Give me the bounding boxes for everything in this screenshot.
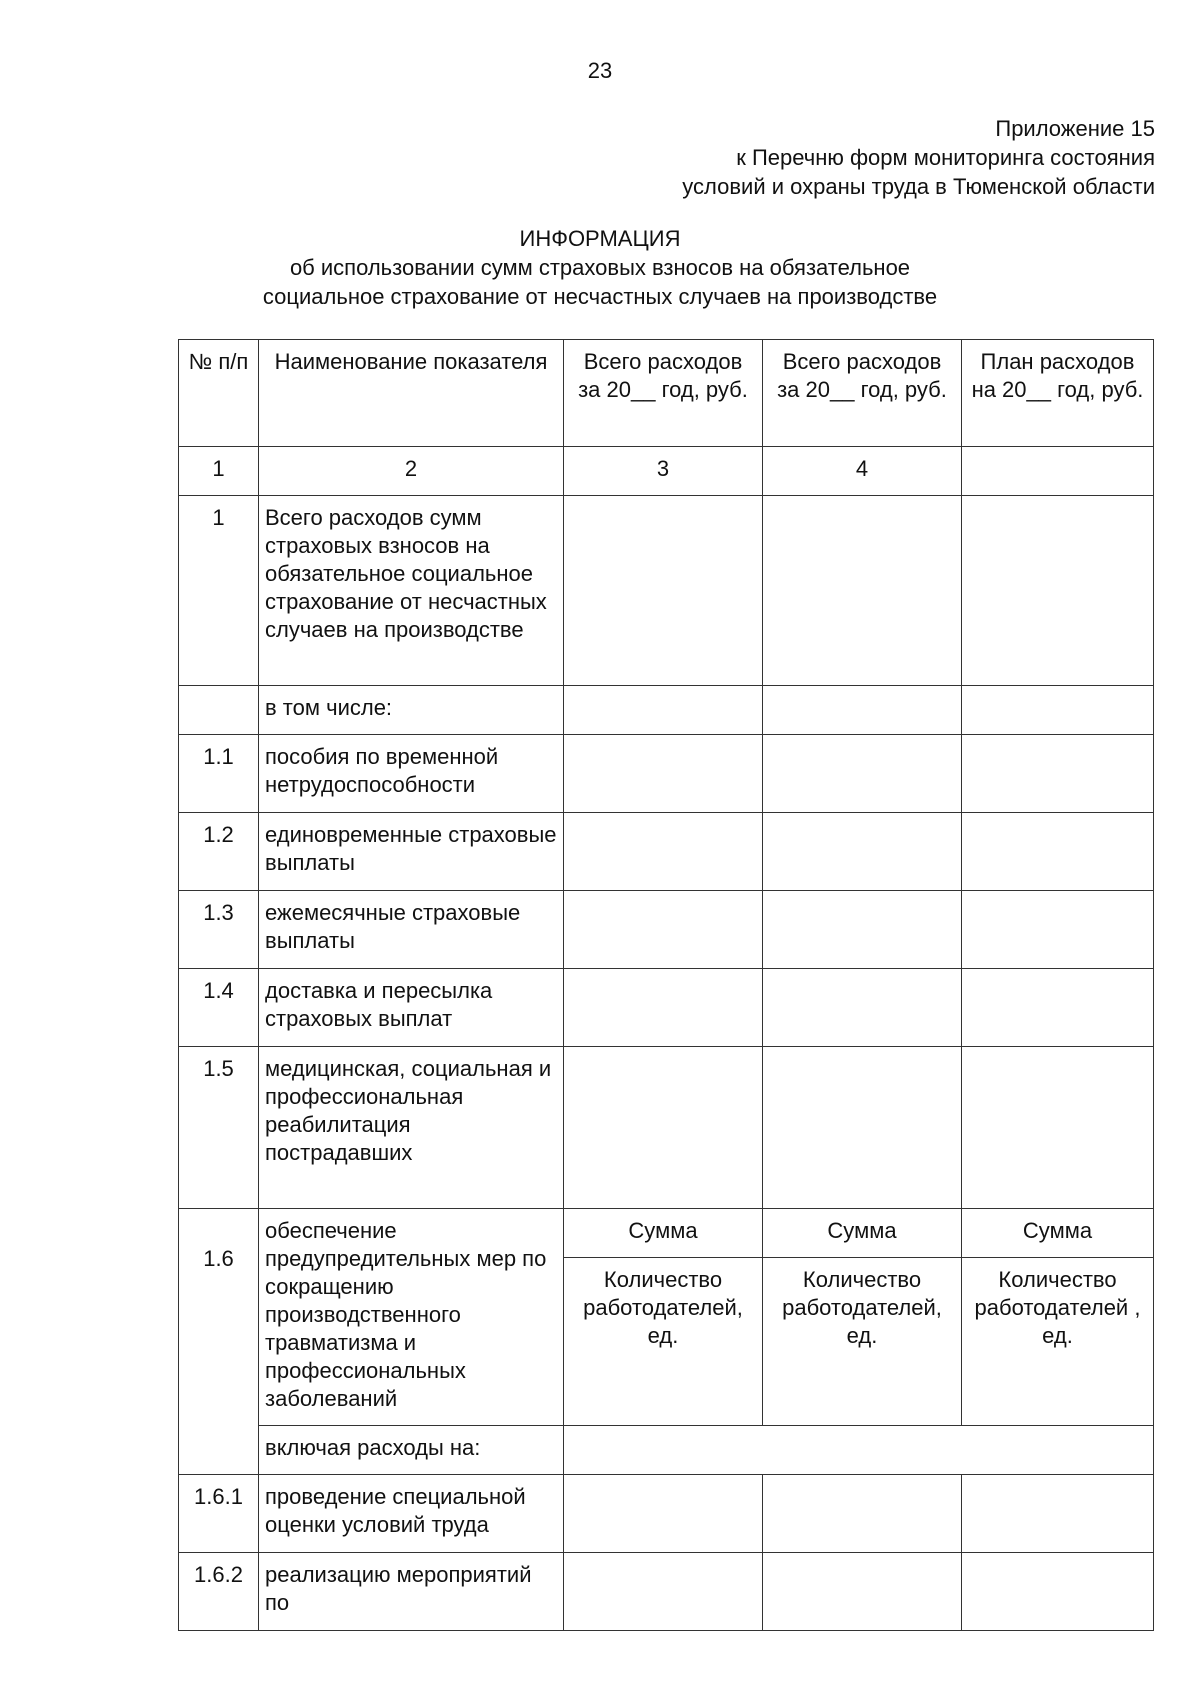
column-number: 1 [179, 447, 259, 496]
value-cell[interactable] [763, 1475, 962, 1553]
appendix-line-2: к Перечню форм мониторинга состояния [736, 145, 1155, 170]
value-cell[interactable] [564, 1553, 763, 1631]
column-number-row [179, 447, 1154, 496]
value-cell[interactable] [763, 735, 962, 813]
row-label: включая расходы на: [259, 1426, 564, 1475]
value-cell[interactable] [564, 1047, 763, 1209]
appendix-line-1: Приложение 15 [995, 116, 1155, 141]
value-cell[interactable] [564, 969, 763, 1047]
table-row [179, 735, 1154, 813]
row-label: единовременные страховые выплаты [259, 813, 564, 891]
table-row [179, 1047, 1154, 1209]
report-table [178, 339, 1154, 1631]
column-number: 3 [564, 447, 763, 496]
value-cell[interactable] [564, 813, 763, 891]
value-cell[interactable] [962, 686, 1154, 735]
row-label: ежемесячные страховые выплаты [259, 891, 564, 969]
row-number: 1.1 [179, 735, 259, 813]
value-cell[interactable] [962, 496, 1154, 686]
value-cell[interactable] [763, 969, 962, 1047]
row-number: 1.6.1 [179, 1475, 259, 1553]
row-label: доставка и пересылка страховых выплат [259, 969, 564, 1047]
value-cell[interactable] [962, 1047, 1154, 1209]
title-main: ИНФОРМАЦИЯ [519, 226, 681, 251]
header-expenses-year-1: Всего расходов за 20__ год, руб. [564, 340, 763, 447]
row-label: пособия по временной нетрудоспособности [259, 735, 564, 813]
table-row [179, 686, 1154, 735]
header-row [179, 340, 1154, 447]
value-cell[interactable] [564, 735, 763, 813]
column-number: 4 [763, 447, 962, 496]
value-cell[interactable] [962, 813, 1154, 891]
header-expenses-year-2: Всего расходов за 20__ год, руб. [763, 340, 962, 447]
row-number: 1.6 [179, 1209, 259, 1475]
value-cell[interactable] [564, 686, 763, 735]
row-label: медицинская, социальная и профессиональная реабилитация пострадавших [259, 1047, 564, 1209]
merged-value-cell[interactable] [564, 1426, 1154, 1475]
page-number: 23 [587, 58, 613, 83]
row-number: 1.5 [179, 1047, 259, 1209]
employer-count-label: Количество работодателей, ед. [564, 1258, 763, 1426]
column-number: 2 [259, 447, 564, 496]
sum-label: Сумма [564, 1209, 763, 1258]
value-cell[interactable] [962, 891, 1154, 969]
value-cell[interactable] [564, 891, 763, 969]
table-row-1-6 [179, 1209, 1154, 1258]
value-cell[interactable] [763, 813, 962, 891]
row-number: 1.2 [179, 813, 259, 891]
header-indicator-name: Наименование показателя [259, 340, 564, 447]
table-row [179, 891, 1154, 969]
table-row [179, 1475, 1154, 1553]
row-number: 1.6.2 [179, 1553, 259, 1631]
table-row [179, 813, 1154, 891]
value-cell[interactable] [763, 1047, 962, 1209]
row-number: 1 [179, 496, 259, 686]
sum-label: Сумма [763, 1209, 962, 1258]
value-cell[interactable] [564, 1475, 763, 1553]
value-cell[interactable] [763, 1553, 962, 1631]
table-row [179, 496, 1154, 686]
value-cell[interactable] [962, 1475, 1154, 1553]
row-label: обеспечение предупредительных мер по сокращению производственного травматизма и профессиональных заболеваний [259, 1209, 564, 1426]
value-cell[interactable] [962, 969, 1154, 1047]
employer-count-label: Количество работодателей , ед. [962, 1258, 1154, 1426]
header-planned-expenses: План расходов на 20__ год, руб. [962, 340, 1154, 447]
value-cell[interactable] [763, 891, 962, 969]
row-label: проведение специальной оценки условий труда [259, 1475, 564, 1553]
header-number: № п/п [179, 340, 259, 447]
row-label: в том числе: [259, 686, 564, 735]
document-title [0, 224, 1200, 311]
appendix-note [682, 114, 1155, 201]
sum-label: Сумма [962, 1209, 1154, 1258]
value-cell[interactable] [564, 496, 763, 686]
title-line-2: об использовании сумм страховых взносов на обязательное [289, 255, 911, 280]
value-cell[interactable] [763, 686, 962, 735]
value-cell[interactable] [763, 496, 962, 686]
employer-count-label: Количество работодателей, ед. [763, 1258, 962, 1426]
row-number: 1.4 [179, 969, 259, 1047]
table-row [179, 1553, 1154, 1631]
row-number: 1.3 [179, 891, 259, 969]
appendix-line-3: условий и охраны труда в Тюменской области [682, 174, 1155, 199]
value-cell[interactable] [962, 735, 1154, 813]
table-row-including [179, 1426, 1154, 1475]
title-line-3: социальное страхование от несчастных случаев на производстве [262, 284, 938, 309]
column-number [962, 447, 1154, 496]
value-cell[interactable] [962, 1553, 1154, 1631]
table-row [179, 969, 1154, 1047]
row-label: Всего расходов сумм страховых взносов на обязательное социальное страхование от несчастных случаев на производстве [259, 496, 564, 686]
row-number [179, 686, 259, 735]
row-label: реализацию мероприятий по [259, 1553, 564, 1631]
